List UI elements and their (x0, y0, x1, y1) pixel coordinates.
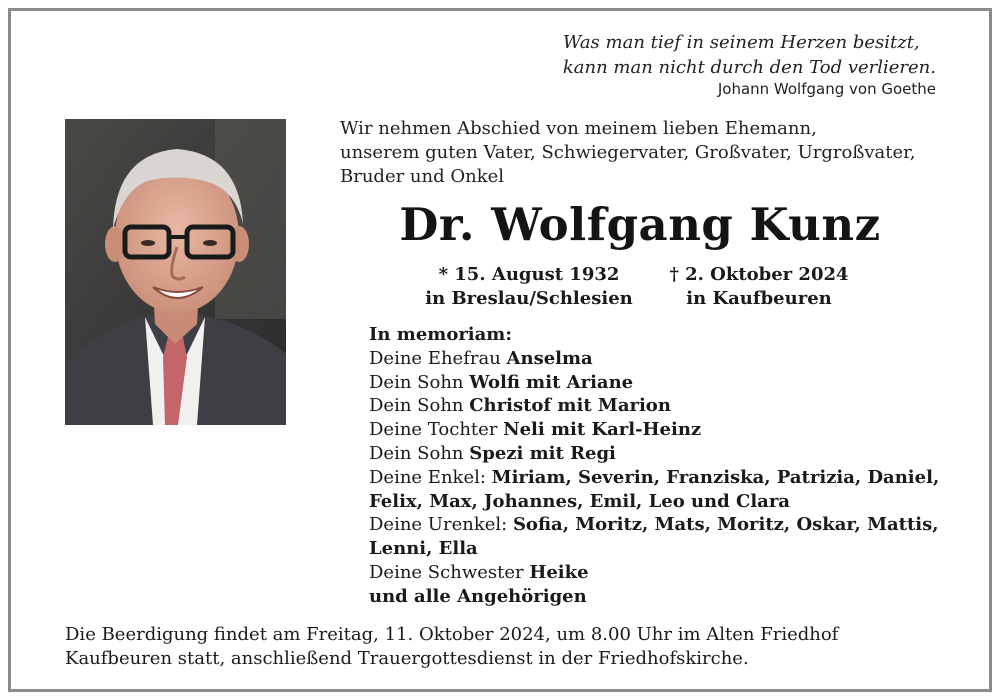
list-item: Deine Enkel: Miriam, Severin, Franziska, Patrizia, Daniel, (369, 466, 940, 488)
portrait-photo-icon (65, 119, 286, 425)
list-item: Lenni, Ella (369, 538, 478, 560)
list-item: Deine Urenkel: Sofia, Moritz, Mats, Moritz, Oskar, Mattis, (369, 514, 939, 536)
list-item: Deine Tochter Neli mit Karl-Heinz (369, 419, 702, 441)
birth-place: in Breslau/Schlesien (425, 288, 633, 309)
list-item: Dein Sohn Wolfi mit Ariane (369, 371, 634, 393)
birth-info (400, 263, 658, 311)
quote-line-1: Was man tief in seinem Herzen besitzt, (562, 32, 920, 53)
in-memoriam-list (369, 323, 969, 609)
list-item: Felix, Max, Johannes, Emil, Leo und Clara (369, 490, 790, 512)
death-place: in Kaufbeuren (686, 288, 832, 309)
list-item: Deine Ehefrau Anselma (369, 347, 593, 369)
memoriam-heading: In memoriam: (369, 324, 512, 345)
death-info (630, 263, 888, 311)
list-item: Dein Sohn Christof mit Marion (369, 395, 671, 417)
funeral-line-1: Die Beerdigung findet am Freitag, 11. Oktober 2024, um 8.00 Uhr im Alten Friedhof (65, 624, 839, 645)
funeral-info (65, 623, 965, 671)
birth-date: * 15. August 1932 (438, 264, 620, 285)
funeral-line-2: Kaufbeuren statt, anschließend Trauergottesdienst in der Friedhofskirche. (65, 648, 749, 669)
intro-line-3: Bruder und Onkel (340, 166, 505, 187)
list-item: Dein Sohn Spezi mit Regi (369, 442, 616, 464)
quote-author: Johann Wolfgang von Goethe (717, 80, 936, 98)
quote-line-2: kann man nicht durch den Tod verlieren. (562, 57, 936, 78)
deceased-name: Dr. Wolfgang Kunz (399, 198, 881, 251)
list-item: Deine Schwester Heike (369, 561, 589, 583)
goethe-quote (563, 30, 936, 80)
list-item: und alle Angehörigen (369, 585, 587, 607)
portrait-photo (65, 119, 286, 425)
intro-text (340, 117, 960, 189)
intro-line-1: Wir nehmen Abschied von meinem lieben Ehemann, (340, 118, 817, 139)
death-date: † 2. Oktober 2024 (669, 264, 849, 285)
intro-line-2: unserem guten Vater, Schwiegervater, Großvater, Urgroßvater, (340, 142, 916, 163)
